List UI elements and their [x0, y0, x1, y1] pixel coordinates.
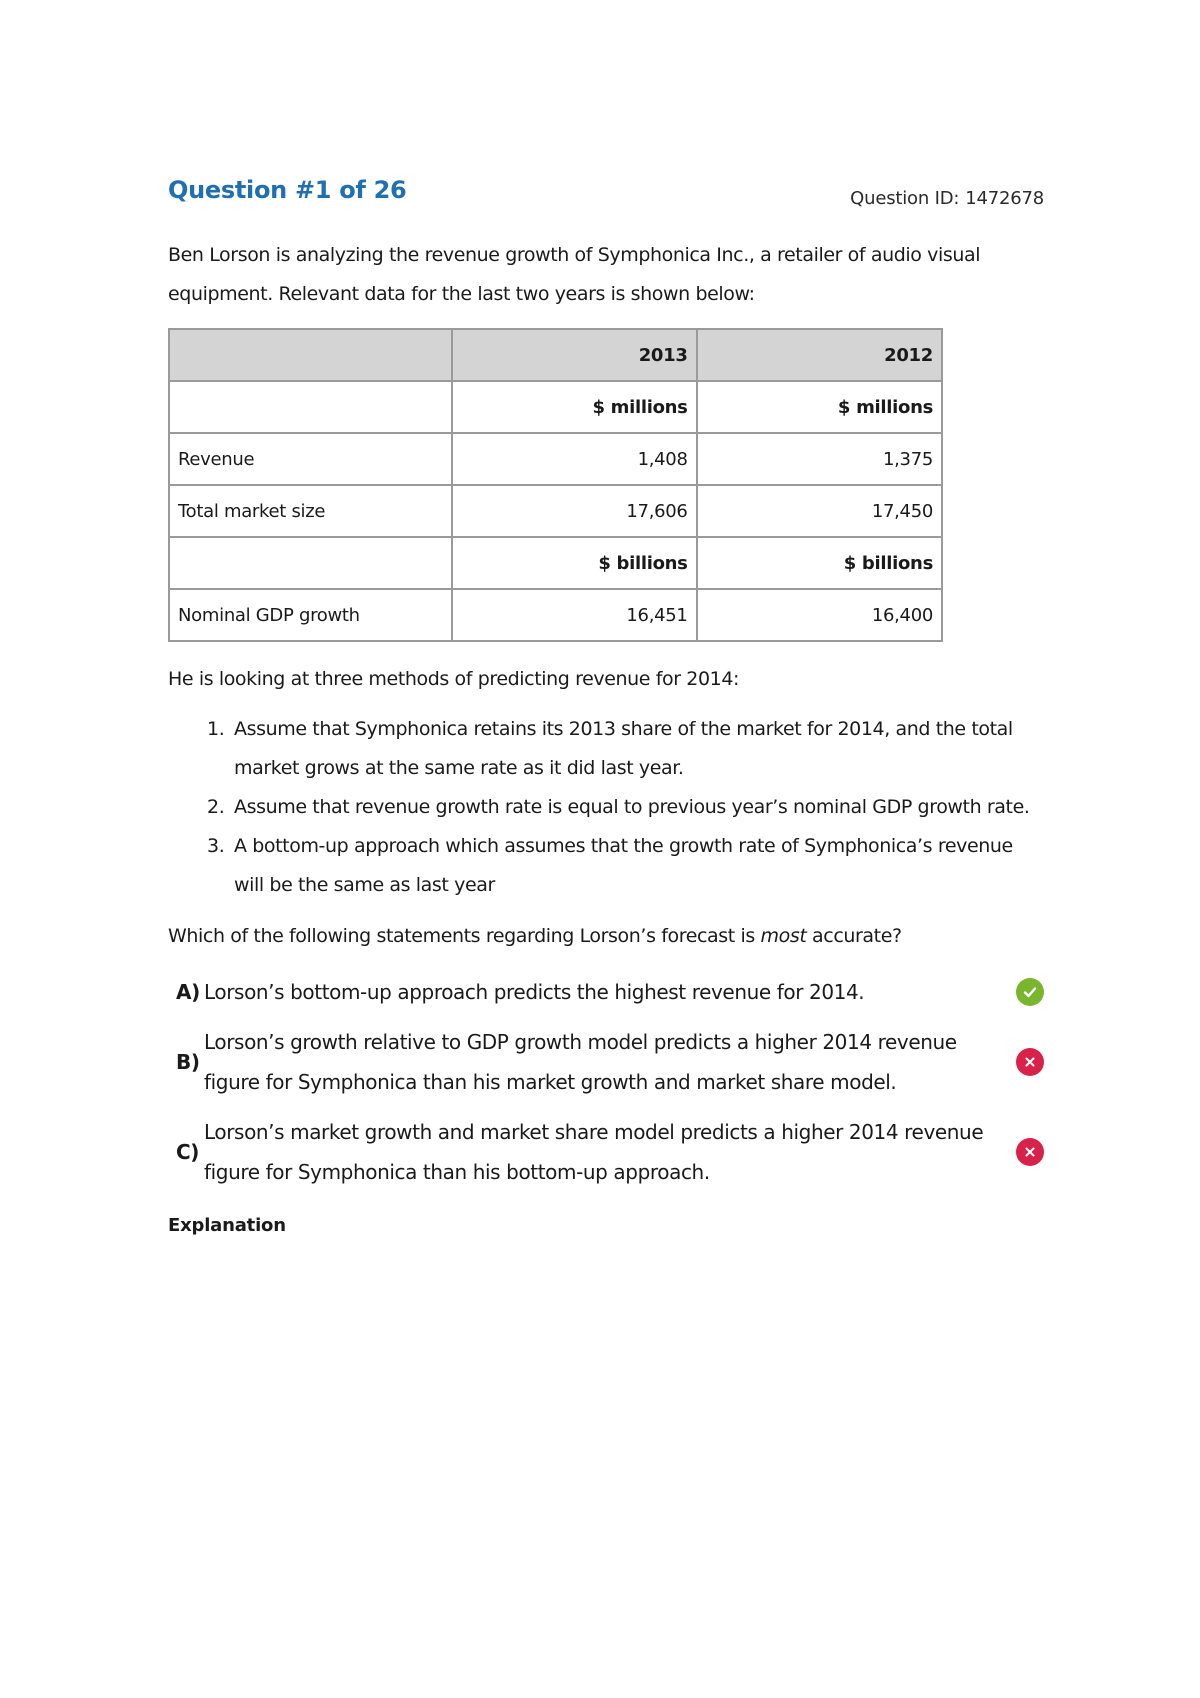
table-row-label: Nominal GDP growth: [169, 589, 452, 641]
x-circle-icon: [1016, 1048, 1044, 1076]
question-stem-emphasis: most: [760, 925, 807, 947]
explanation-heading: Explanation: [168, 1215, 286, 1236]
question-id: [850, 188, 1044, 209]
table-cell: 17,450: [697, 485, 942, 537]
answer-choice-c[interactable]: [168, 1107, 1044, 1197]
table-cell: [169, 381, 452, 433]
table-cell-unit: $ millions: [452, 381, 696, 433]
table-cell: 17,606: [452, 485, 696, 537]
methods-list: [168, 710, 1040, 905]
table-cell-unit: $ millions: [697, 381, 942, 433]
question-stem-start: Which of the following statements regarding Lorson’s forecast is: [168, 925, 761, 947]
answer-letter: A): [176, 980, 200, 1004]
answer-text: Lorson’s growth relative to GDP growth model predicts a higher 2014 revenue figure for Symphonica than his market growth and market share model.: [204, 1030, 957, 1094]
methods-intro: He is looking at three methods of predicting revenue for 2014:: [168, 668, 740, 690]
table-row: [169, 485, 942, 537]
question-id-label: Question ID:: [850, 188, 960, 209]
answer-choice-b[interactable]: [168, 1017, 1044, 1107]
table-cell: 16,400: [697, 589, 942, 641]
list-item: 2. Assume that revenue growth rate is equal to previous year’s nominal GDP growth rate.: [230, 788, 1040, 827]
answer-text: Lorson’s bottom-up approach predicts the highest revenue for 2014.: [204, 980, 865, 1004]
list-item: 1. Assume that Symphonica retains its 2013 share of the market for 2014, and the total market grows at the same rate as it did last year.: [230, 710, 1040, 788]
table-row-label: Revenue: [169, 433, 452, 485]
table-cell: [169, 537, 452, 589]
table-cell-unit: $ billions: [452, 537, 696, 589]
table-cell: [169, 329, 452, 381]
table-row: [169, 537, 942, 589]
question-intro: Ben Lorson is analyzing the revenue growth of Symphonica Inc., a retailer of audio visual equipment. Relevant data for the last two years is shown below:: [168, 244, 981, 305]
table-row: [169, 381, 942, 433]
table-row-label: Total market size: [169, 485, 452, 537]
answer-letter: C): [176, 1140, 200, 1164]
table-row: [169, 329, 942, 381]
list-item: 3. A bottom-up approach which assumes that the growth rate of Symphonica’s revenue will be the same as last year: [230, 827, 1040, 905]
question-page: [168, 172, 1044, 1236]
question-title: Question #1 of 26: [168, 176, 407, 204]
question-stem-end: accurate?: [806, 925, 902, 947]
table-cell: 1,375: [697, 433, 942, 485]
answer-choice-a[interactable]: [168, 967, 1044, 1017]
answer-text: Lorson’s market growth and market share model predicts a higher 2014 revenue figure for Symphonica than his bottom-up approach.: [204, 1120, 984, 1184]
table-row: [169, 589, 942, 641]
table-cell: 1,408: [452, 433, 696, 485]
answer-choices: [168, 967, 1044, 1197]
x-circle-icon: [1016, 1138, 1044, 1166]
question-stem: [168, 925, 1044, 947]
question-header: [168, 172, 1044, 228]
check-circle-icon: [1016, 978, 1044, 1006]
data-table: [168, 328, 943, 642]
table-cell: 16,451: [452, 589, 696, 641]
table-row: [169, 433, 942, 485]
question-id-value: 1472678: [965, 188, 1044, 209]
table-header-2013: 2013: [452, 329, 696, 381]
table-cell-unit: $ billions: [697, 537, 942, 589]
answer-letter: B): [176, 1050, 200, 1074]
table-header-2012: 2012: [697, 329, 942, 381]
